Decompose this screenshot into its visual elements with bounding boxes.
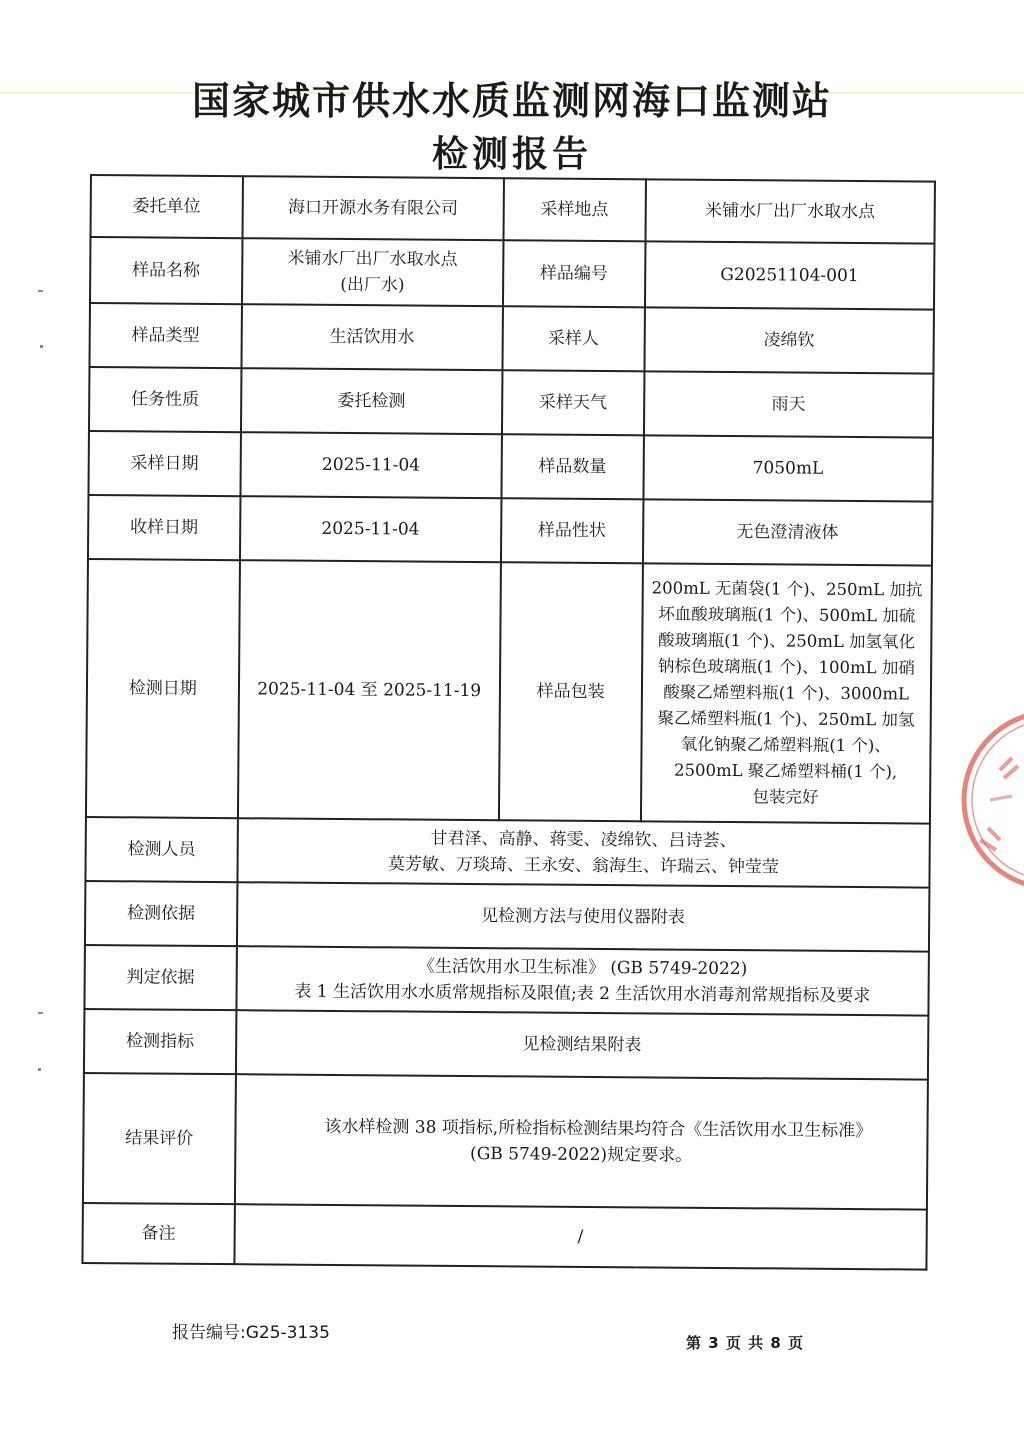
- packaging-line: 酸玻璃瓶(1 个)、250mL 加氢氧化: [658, 630, 916, 652]
- basis-value: 见检测方法与使用仪器附表: [237, 882, 930, 951]
- table-row: [89, 367, 933, 438]
- table-row: [84, 1009, 928, 1080]
- remarks-label: 备注: [82, 1203, 234, 1264]
- evaluation-value: [235, 1074, 928, 1209]
- packaging-label: 样品包装: [499, 562, 643, 821]
- indicators-value: 见检测结果附表: [236, 1010, 929, 1079]
- packaging-line: 包装完好: [752, 787, 819, 807]
- judgement-label: 判定依据: [84, 945, 236, 1010]
- sample-no-value: G20251104-001: [645, 241, 935, 309]
- scan-mark: [40, 345, 43, 348]
- testers-label: 检测人员: [85, 817, 237, 882]
- packaging-line: 氧化钠聚乙烯塑料瓶(1 个)、: [680, 734, 891, 756]
- test-date-label: 检测日期: [86, 559, 240, 818]
- client-label: 委托单位: [91, 175, 243, 238]
- sampling-date-label: 采样日期: [88, 431, 240, 496]
- sample-type-label: 样品类型: [89, 303, 241, 368]
- table-row: [90, 237, 934, 310]
- indicators-label: 检测指标: [84, 1009, 236, 1074]
- packaging-line: 钠棕色玻璃瓶(1 个)、100mL 加硝: [657, 656, 915, 678]
- sample-name-label: 样品名称: [90, 237, 242, 304]
- packaging-line: 酸聚乙烯塑料瓶(1 个)、3000mL: [663, 682, 910, 704]
- seal-stamp-icon: [960, 700, 1024, 900]
- scan-mark: [38, 1068, 41, 1071]
- report-org-title: 国家城市供水水质监测网海口监测站: [191, 79, 832, 123]
- table-row: [84, 945, 928, 1016]
- remarks-value: /: [234, 1204, 927, 1269]
- test-date-value: 2025-11-04 至 2025-11-19: [238, 560, 501, 820]
- sample-name-line2: (出厂水): [340, 274, 405, 296]
- basis-label: 检测依据: [85, 881, 237, 946]
- table-row: [85, 817, 929, 888]
- weather-label: 采样天气: [502, 370, 644, 435]
- sample-state-label: 样品性状: [501, 498, 643, 563]
- sampler-value: 凌绵钦: [644, 307, 934, 373]
- judgement-value: [236, 946, 929, 1015]
- sample-type-value: 生活饮用水: [241, 304, 503, 370]
- sampling-date-value: 2025-11-04: [240, 432, 502, 498]
- sample-state-value: 无色澄清液体: [643, 499, 933, 565]
- evaluation-line1: 该水样检测 38 项指标,所检指标检测结果均符合《生活饮用水卫生标准》: [324, 1116, 873, 1142]
- table-row: [88, 495, 932, 566]
- evaluation-line2: (GB 5749-2022)规定要求。: [470, 1144, 693, 1166]
- task-nature-value: 委托检测: [241, 368, 503, 434]
- sample-name-line1: 米铺水厂出厂水取水点: [287, 248, 458, 270]
- evaluation-label: 结果评价: [83, 1073, 236, 1204]
- table-row: [83, 1073, 928, 1210]
- sampling-site-value: 米铺水厂出厂水取水点: [645, 179, 935, 243]
- judgement-line1: 《生活饮用水卫生标准》 (GB 5749-2022): [417, 956, 748, 980]
- report-title: 检测报告: [431, 134, 592, 175]
- report-info-table: [81, 174, 936, 1271]
- packaging-line: 200mL 无菌袋(1 个)、250mL 加抗: [651, 578, 923, 600]
- table-row: [88, 431, 932, 502]
- table-row: [91, 175, 935, 244]
- client-value: 海口开源水务有限公司: [242, 176, 504, 240]
- table-row: [85, 881, 929, 952]
- judgement-line2: 表 1 生活饮用水水质常规指标及限值;表 2 生活饮用水消毒剂常规指标及要求: [294, 981, 871, 1007]
- testers-line1: 甘君泽、高静、蒋雯、凌绵钦、吕诗荟、: [430, 828, 737, 852]
- sampling-site-label: 采样地点: [503, 178, 645, 241]
- testers-line2: 莫芳敏、万琰琦、王永安、翁海生、许瑞云、钟莹莹: [387, 854, 779, 878]
- testers-value: [237, 818, 930, 887]
- sample-no-label: 样品编号: [503, 240, 645, 307]
- packaging-line: 聚乙烯塑料瓶(1 个)、250mL 加氢: [657, 708, 915, 730]
- sample-qty-value: 7050mL: [643, 435, 933, 501]
- packaging-line: 坏血酸玻璃瓶(1 个)、500mL 加硫: [658, 604, 916, 626]
- packaging-line: 2500mL 聚乙烯塑料桶(1 个),: [673, 760, 898, 782]
- receipt-date-label: 收样日期: [88, 495, 240, 560]
- receipt-date-value: 2025-11-04: [240, 496, 502, 562]
- weather-value: 雨天: [644, 371, 934, 437]
- table-row: [82, 1203, 926, 1270]
- scan-mark: [38, 290, 43, 292]
- sample-qty-label: 样品数量: [501, 434, 643, 499]
- table-row: [89, 303, 933, 374]
- scan-mark: [38, 1012, 43, 1014]
- page-number: 第 3 页 共 8 页: [686, 1334, 804, 1352]
- sampler-label: 采样人: [502, 306, 644, 371]
- sample-name-value: [242, 238, 504, 306]
- task-nature-label: 任务性质: [89, 367, 241, 432]
- report-number: 报告编号:G25-3135: [172, 1323, 330, 1343]
- packaging-value: [640, 563, 931, 823]
- table-row: [86, 559, 932, 824]
